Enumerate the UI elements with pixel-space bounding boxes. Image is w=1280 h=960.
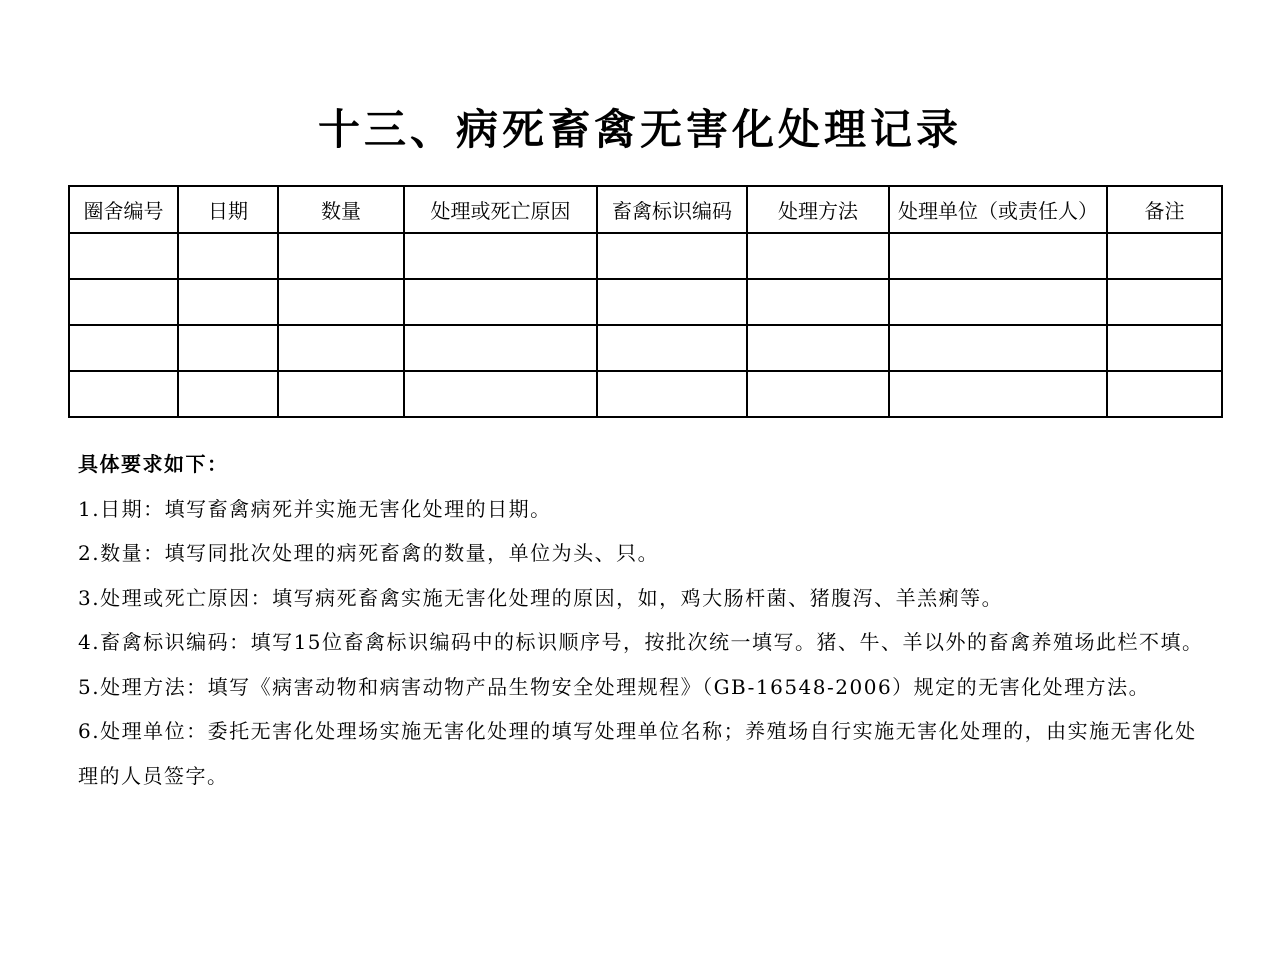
header-id-code: 畜禽标识编码 [597, 186, 747, 233]
table-cell[interactable] [889, 279, 1107, 325]
header-pen-number: 圈舍编号 [69, 186, 178, 233]
table-cell[interactable] [69, 325, 178, 371]
table-cell[interactable] [747, 325, 889, 371]
table-cell[interactable] [69, 371, 178, 417]
table-cell[interactable] [597, 325, 747, 371]
table-cell[interactable] [69, 279, 178, 325]
table-cell[interactable] [404, 325, 597, 371]
table-cell[interactable] [404, 371, 597, 417]
requirements-notes [78, 442, 1218, 798]
note-item-date: 1.日期：填写畜禽病死并实施无害化处理的日期。 [78, 496, 552, 521]
table-cell[interactable] [889, 233, 1107, 279]
table-cell[interactable] [178, 279, 278, 325]
table-cell[interactable] [889, 371, 1107, 417]
header-date: 日期 [178, 186, 278, 233]
note-item-quantity: 2.数量：填写同批次处理的病死畜禽的数量，单位为头、只。 [78, 541, 660, 565]
header-quantity: 数量 [278, 186, 404, 233]
table-row [69, 279, 1222, 325]
table-row [69, 233, 1222, 279]
table-cell[interactable] [404, 233, 597, 279]
table-cell[interactable] [597, 233, 747, 279]
header-remarks: 备注 [1107, 186, 1222, 233]
table-header-row [69, 186, 1222, 233]
table-cell[interactable] [747, 371, 889, 417]
table-cell[interactable] [1107, 233, 1222, 279]
table-cell[interactable] [178, 325, 278, 371]
table-cell[interactable] [178, 371, 278, 417]
notes-heading: 具体要求如下： [78, 452, 229, 476]
table-cell[interactable] [178, 233, 278, 279]
header-method: 处理方法 [747, 186, 889, 233]
header-reason: 处理或死亡原因 [404, 186, 597, 233]
header-unit: 处理单位（或责任人） [889, 186, 1107, 233]
note-item-unit: 6.处理单位：委托无害化处理场实施无害化处理的填写处理单位名称；养殖场自行实施无害化处理的，由实施无害化处理的人员签字。 [78, 719, 1197, 788]
table-cell[interactable] [1107, 325, 1222, 371]
table-cell[interactable] [278, 325, 404, 371]
note-item-reason: 3.处理或死亡原因：填写病死畜禽实施无害化处理的原因，如，鸡大肠杆菌、猪腹泻、羊羔痢等。 [78, 585, 1004, 610]
table-cell[interactable] [747, 233, 889, 279]
table-cell[interactable] [597, 371, 747, 417]
table-cell[interactable] [1107, 371, 1222, 417]
table-cell[interactable] [404, 279, 597, 325]
table-cell[interactable] [278, 233, 404, 279]
note-item-method: 5.处理方法：填写《病害动物和病害动物产品生物安全处理规程》（GB-16548-2006）规定的无害化处理方法。 [78, 674, 1151, 699]
table-cell[interactable] [278, 279, 404, 325]
table-cell[interactable] [747, 279, 889, 325]
table-cell[interactable] [69, 233, 178, 279]
table-cell[interactable] [278, 371, 404, 417]
note-item-id-code: 4.畜禽标识编码：填写15位畜禽标识编码中的标识顺序号，按批次统一填写。猪、牛、羊以外的畜禽养殖场此栏不填。 [78, 630, 1204, 654]
table-cell[interactable] [597, 279, 747, 325]
table-row [69, 325, 1222, 371]
disposal-record-table [68, 185, 1223, 418]
table-row [69, 371, 1222, 417]
page-title: 十三、病死畜禽无害化处理记录 [317, 105, 962, 154]
table-cell[interactable] [889, 325, 1107, 371]
table-cell[interactable] [1107, 279, 1222, 325]
